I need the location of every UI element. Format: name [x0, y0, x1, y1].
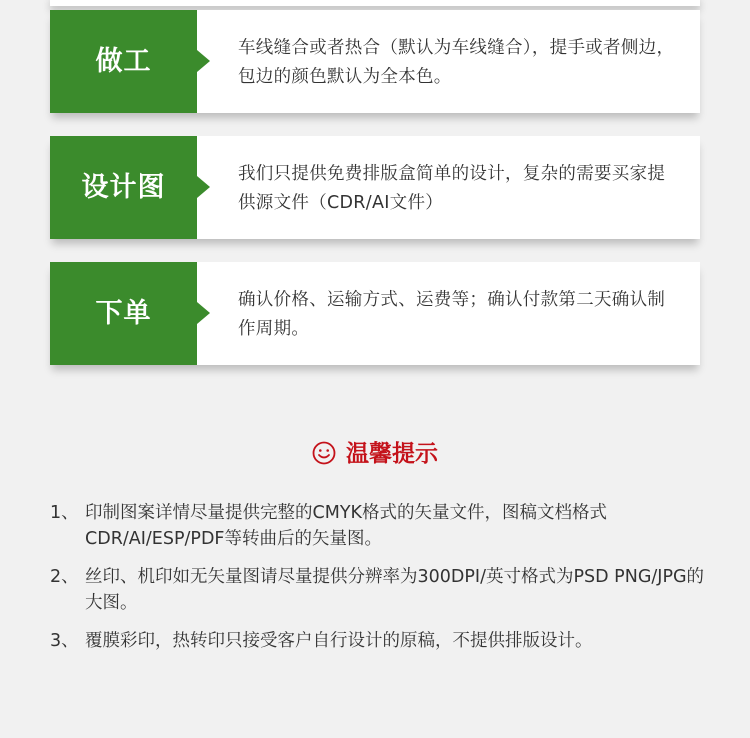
step-label-box — [50, 262, 197, 365]
tips-list — [50, 500, 720, 666]
step-label: 设计图 — [81, 172, 166, 203]
previous-card-edge — [50, 0, 700, 6]
step-label: 做工 — [95, 46, 152, 77]
tip-number: 3、 — [50, 631, 79, 651]
step-card-design — [50, 136, 700, 239]
step-arrow — [197, 302, 210, 324]
step-description: 车线缝合或者热合（默认为车线缝合），提手或者侧边，包边的颜色默认为全本色。 — [238, 38, 675, 87]
tip-item — [50, 564, 720, 616]
step-card-craft — [50, 10, 700, 113]
step-description: 我们只提供免费排版盒简单的设计，复杂的需要买家提供源文件（CDR/AI文件） — [238, 164, 666, 213]
step-arrow — [197, 50, 210, 72]
tip-number: 2、 — [50, 567, 79, 587]
tip-text: 丝印、机印如无矢量图请尽量提供分辨率为300DPI/英寸格式为PSD PNG/JPG的大图。 — [85, 567, 705, 613]
tip-text: 覆膜彩印，热转印只接受客户自行设计的原稿，不提供排版设计。 — [85, 631, 593, 651]
step-description: 确认价格、运输方式、运费等；确认付款第二天确认制作周期。 — [238, 290, 666, 339]
step-label-box — [50, 10, 197, 113]
step-label-box — [50, 136, 197, 239]
tip-item — [50, 500, 720, 552]
tip-text: 印制图案详情尽量提供完整的CMYK格式的矢量文件，图稿文档格式CDR/AI/ESP/PDF等转曲后的矢量图。 — [85, 503, 607, 549]
step-card-order — [50, 262, 700, 365]
tips-title: 温馨提示 — [346, 441, 438, 467]
tips-heading — [0, 438, 750, 470]
tip-number: 1、 — [50, 503, 79, 523]
step-arrow — [197, 176, 210, 198]
smile-icon — [312, 441, 336, 465]
tip-item — [50, 628, 720, 654]
step-label: 下单 — [95, 298, 152, 329]
